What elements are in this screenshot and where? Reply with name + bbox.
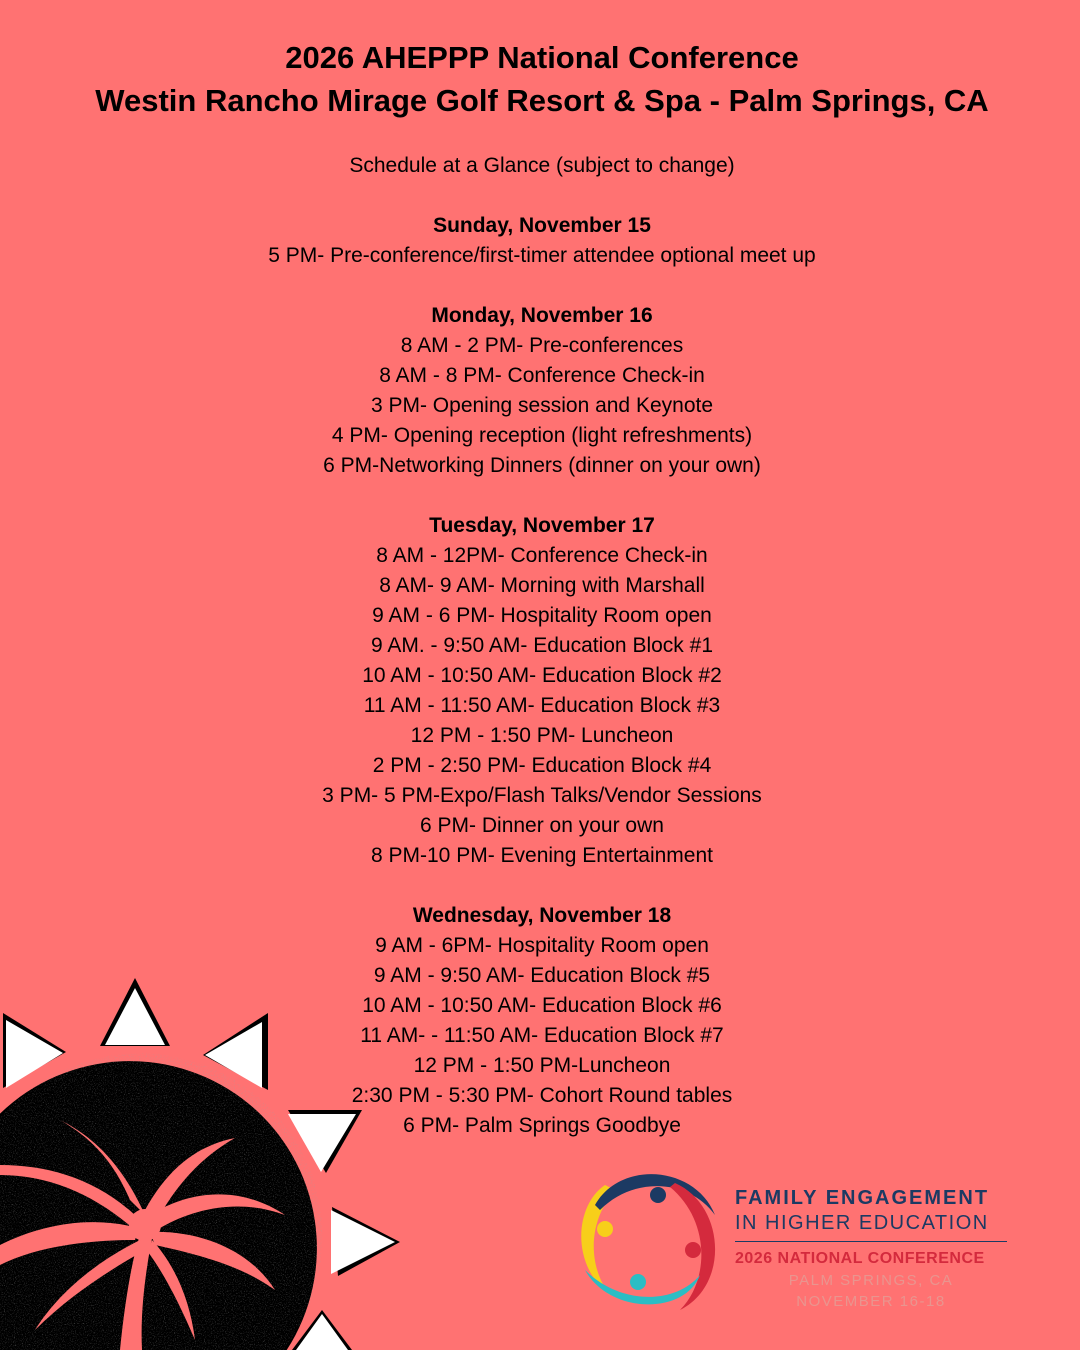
page-title: 2026 AHEPPP National Conference (285, 40, 799, 75)
schedule-item: 8 AM - 8 PM- Conference Check-in (379, 364, 705, 387)
schedule-item: 12 PM - 1:50 PM- Luncheon (410, 724, 674, 747)
logo-line-1: FAMILY ENGAGEMENT (735, 1187, 990, 1209)
logo-line-4: PALM SPRINGS, CA (788, 1272, 954, 1289)
schedule-item: 6 PM- Dinner on your own (420, 814, 664, 837)
schedule-item: 6 PM-Networking Dinners (dinner on your own) (323, 454, 761, 477)
schedule-item: 10 AM - 10:50 AM- Education Block #6 (362, 994, 722, 1017)
schedule-item: 11 AM- - 11:50 AM- Education Block #7 (360, 1024, 724, 1047)
spacer (4, 181, 1080, 211)
logo-line-5: NOVEMBER 16-18 (796, 1293, 946, 1310)
conference-logo-icon (575, 1165, 725, 1315)
schedule-item: 11 AM - 11:50 AM- Education Block #3 (363, 694, 721, 717)
schedule-item: 8 AM- 9 AM- Morning with Marshall (379, 574, 705, 597)
schedule-item: 9 AM - 6 PM- Hospitality Room open (372, 604, 712, 627)
sun-palm-illustration (0, 970, 410, 1350)
schedule-item: 8 PM-10 PM- Evening Entertainment (371, 844, 713, 867)
schedule-item: 8 AM - 2 PM- Pre-conferences (400, 334, 684, 357)
schedule-item: 3 PM- Opening session and Keynote (370, 394, 714, 417)
day-heading: Monday, November 16 (431, 304, 653, 327)
logo-line-3: 2026 NATIONAL CONFERENCE (735, 1250, 985, 1267)
header (0, 36, 1080, 122)
schedule-subtitle: Schedule at a Glance (subject to change) (349, 154, 735, 177)
logo-text (735, 1185, 1007, 1312)
venue-title: Westin Rancho Mirage Golf Resort & Spa - Palm Springs, CA (95, 83, 989, 118)
schedule-item: 5 PM- Pre-conference/first-timer attendee optional meet up (268, 244, 816, 267)
spacer (4, 481, 1080, 511)
schedule-item: 2:30 PM - 5:30 PM- Cohort Round tables (351, 1084, 733, 1107)
day-heading: Wednesday, November 18 (412, 904, 672, 927)
schedule-item: 2 PM - 2:50 PM- Education Block #4 (372, 754, 712, 777)
schedule-item: 12 PM - 1:50 PM-Luncheon (413, 1054, 671, 1077)
schedule-item: 4 PM- Opening reception (light refreshments) (331, 424, 753, 447)
spacer (4, 271, 1080, 301)
day-heading: Sunday, November 15 (433, 214, 651, 237)
logo-line-2: IN HIGHER EDUCATION (735, 1211, 1007, 1242)
schedule-item: 6 PM- Palm Springs Goodbye (403, 1114, 681, 1137)
schedule-item: 8 AM - 12PM- Conference Check-in (376, 544, 708, 567)
schedule-item: 3 PM- 5 PM-Expo/Flash Talks/Vendor Sessions (322, 784, 762, 807)
schedule-item: 9 AM - 9:50 AM- Education Block #5 (373, 964, 711, 987)
day-heading: Tuesday, November 17 (429, 514, 655, 537)
schedule-item: 10 AM - 10:50 AM- Education Block #2 (362, 664, 722, 687)
schedule-item: 9 AM - 6PM- Hospitality Room open (375, 934, 709, 957)
schedule-item: 9 AM. - 9:50 AM- Education Block #1 (370, 634, 713, 657)
spacer (4, 871, 1080, 901)
